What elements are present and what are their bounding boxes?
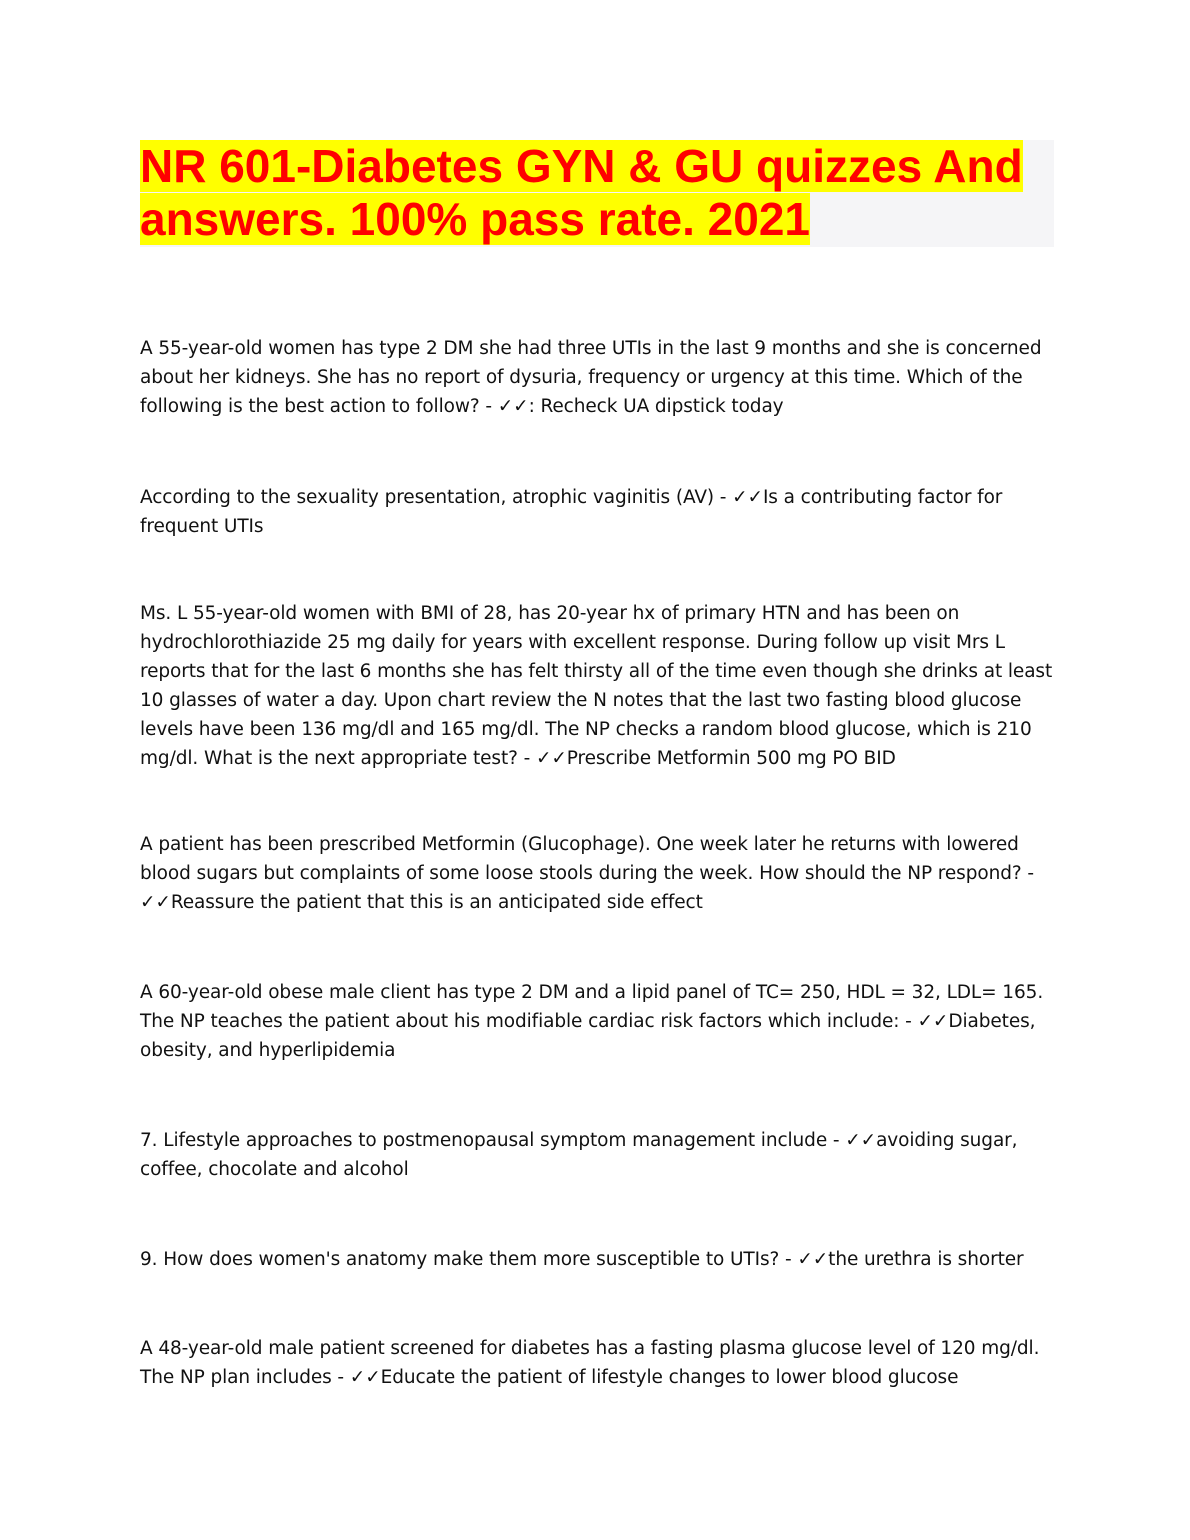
answer-text: Diabetes, obesity, and hyperlipidemia [140,1011,1036,1061]
check-icon: ✓✓ [732,487,763,508]
check-icon: ✓✓ [349,1367,381,1388]
check-icon: ✓✓ [140,892,171,913]
question-text: 7. Lifestyle approaches to postmenopausal symptom management include - [140,1130,846,1151]
question-text: 9. How does women's anatomy make them more susceptible to UTIs? - [140,1249,798,1270]
qa-item-7 [140,1245,1055,1274]
document-title [140,140,1054,247]
check-icon: ✓✓ [497,396,529,417]
title-line-1: NR 601-Diabetes GYN & GU quizzes And [140,140,1023,192]
qa-item-6 [140,1126,1055,1184]
question-text: Ms. L 55-year-old women with BMI of 28, has 20-year hx of primary HTN and has been on hydrochlorothiazide 25 mg daily for years with excellent response. During follow up visit Mrs L reports that for the last 6 months she has felt thirsty all of the time even though she drinks at least 10 glasses of water a day. Upon chart review the N notes that the last two fasting blood glucose levels have been 136 mg/dl and 165 mg/dl. The NP checks a random blood glucose, which is 210 mg/dl. What is the next appropriate test? - [140,603,1053,769]
answer-text: Is a contributing factor for frequent UTIs [140,487,1003,537]
answer-text: Educate the patient of lifestyle changes to lower blood glucose [380,1367,959,1388]
check-icon: ✓✓ [917,1011,949,1032]
answer-text: the urethra is shorter [828,1249,1024,1270]
answer-text: Reassure the patient that this is an anticipated side effect [170,892,703,913]
qa-item-3 [140,599,1055,773]
check-icon: ✓✓ [535,748,567,769]
title-line-2: answers. 100% pass rate. 2021 [140,193,811,245]
qa-item-8 [140,1334,1055,1392]
answer-text: : Recheck UA dipstick today [528,396,784,417]
qa-item-5 [140,978,1055,1065]
question-text: A 60-year-old obese male client has type 2 DM and a lipid panel of TC= 250, HDL = 32, LDL= 165. The NP teaches the patient about his modifiable cardiac risk factors which include: - [140,982,1044,1032]
question-text: A patient has been prescribed Metformin (Glucophage). One week later he returns with lowered blood sugars but complaints of some loose stools during the week. How should the NP respond? - [140,834,1034,884]
question-text: A 55-year-old women has type 2 DM she had three UTIs in the last 9 months and she is concerned about her kidneys. She has no report of dysuria, frequency or urgency at this time. Which of the following is the best action to follow? - [140,338,1042,417]
qa-item-1 [140,334,1055,421]
answer-text: Prescribe Metformin 500 mg PO BID [566,748,896,769]
qa-item-2 [140,483,1055,541]
check-icon: ✓✓ [845,1130,877,1151]
check-icon: ✓✓ [797,1249,829,1270]
qa-item-4 [140,830,1055,917]
question-text: A 48-year-old male patient screened for diabetes has a fasting plasma glucose level of 120 mg/dl. The NP plan includes - [140,1338,1040,1388]
question-text: According to the sexuality presentation, atrophic vaginitis (AV) - [140,487,733,508]
answer-text: avoiding sugar, coffee, chocolate and alcohol [140,1130,1018,1180]
